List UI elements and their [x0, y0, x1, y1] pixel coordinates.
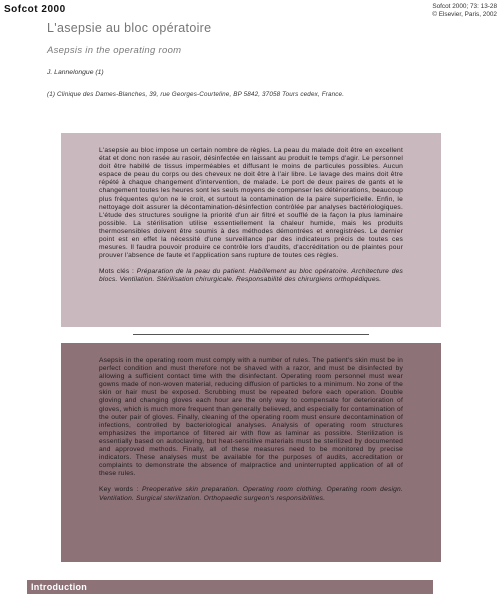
journal-name: Sofcot 2000 [4, 4, 66, 15]
article-title-fr: L'asepsie au bloc opératoire [47, 21, 212, 35]
section-heading-introduction: Introduction [27, 580, 433, 594]
keywords-fr-label: Mots clés : [99, 268, 137, 276]
citation [432, 3, 497, 19]
keywords-en-label: Key words : [99, 486, 143, 494]
abstract-en-box [61, 343, 441, 562]
abstract-fr-text: L'asepsie au bloc impose un certain nombre de règles. La peau du malade doit être en excellent état et donc non rasée au rasoir, désinfectée en laissant au produit le temps d'agir. Le personnel doit être habillé de tissus imperméables et diffusant le moins de particules possibles. Aucun espace de peau du corps ou des cheveux ne doit être à l'air libre. Le lavage des mains doit être répété à chaque changement d'intervention, de malade. Le port de deux paires de gants et le changement toutes les heures sont les seuls moyens de compenser les détériorations, beaucoup plus fréquentes qu'on ne le croit, et surtout la contamination de la paire superficielle. Enfin, le nettoyage doit assurer la décontamination-désinfection contrôlée par analyses bactériologiques. L'étude des structures souligne la priorité d'un air filtré et soufflé de la façon la plus laminaire possible. La stérilisation utilise essentiellement la chaleur humide, mais les produits thermosensibles doivent être soumis à des méthodes démontrées et enregistrées. Le dernier point est en effet la nécessité d'une surveillance par des indicateurs précis de toutes ces mesures. Il faudra pouvoir produire ce contrôle lors d'audits, d'accréditation ou de plaintes pour prouver l'absence de faute et l'application sans rupture de toutes ces règles. [99, 147, 403, 260]
abstract-divider [133, 334, 369, 335]
keywords-en [99, 486, 403, 502]
abstract-en-text: Asepsis in the operating room must comply with a number of rules. The patient's skin must be in perfect condition and must therefore not be shaved with a razor, and must be disinfected by allowing a sufficient contact time with the disinfectant. Operating room personnel must wear gowns made of non-woven material, reducing diffusion of particles to a minimum. No zone of the skin or hair must be exposed. Scrubbing must be repeated before each operation. Double gloving and changing gloves each hour are the only way to compensate for deterioration of gloves, which is much more frequent than generally believed, and especially for contamination of the outer pair of gloves. Finally, cleaning of the operating room must ensure decontamination of infections, controlled by bacteriological analyses. Analysis of operating room structures emphasizes the importance of filtered air with flow as laminar as possible. Sterilization is essentially based on autoclaving, but heat-sensitive materials must be sterilized by documented and approved methods. Finally, all of these measures need to be monitored by precise indicators. These analyses must be available for the purposes of audits, accreditation or complaints to demonstrate the absence of malpractice and uninterrupted application of all of these rules. [99, 357, 403, 478]
affiliation: (1) Clinique des Dames-Blanches, 39, rue Georges-Courteline, BP 5842, 37058 Tours cedex, France. [47, 91, 345, 98]
keywords-fr [99, 268, 403, 284]
authors: J. Lannelongue (1) [47, 69, 104, 76]
keywords-en-terms: Preoperative skin preparation. Operating room clothing. Operating room design. Ventilation. Surgical sterilization. Orthopaedic surgeon's responsibilities. [99, 486, 403, 502]
keywords-fr-terms: Préparation de la peau du patient. Habillement au bloc opératoire. Architecture des blocs. Ventilation. Stérilisation chirurgicale. Responsabilité des chirurgiens orthopédiques. [99, 268, 403, 284]
abstract-fr-box [61, 133, 441, 327]
citation-line-1: Sofcot 2000; 73: 13-28 [432, 3, 497, 10]
article-title-en: Asepsis in the operating room [47, 45, 182, 56]
citation-line-2: © Elsevier, Paris, 2002 [432, 11, 497, 18]
